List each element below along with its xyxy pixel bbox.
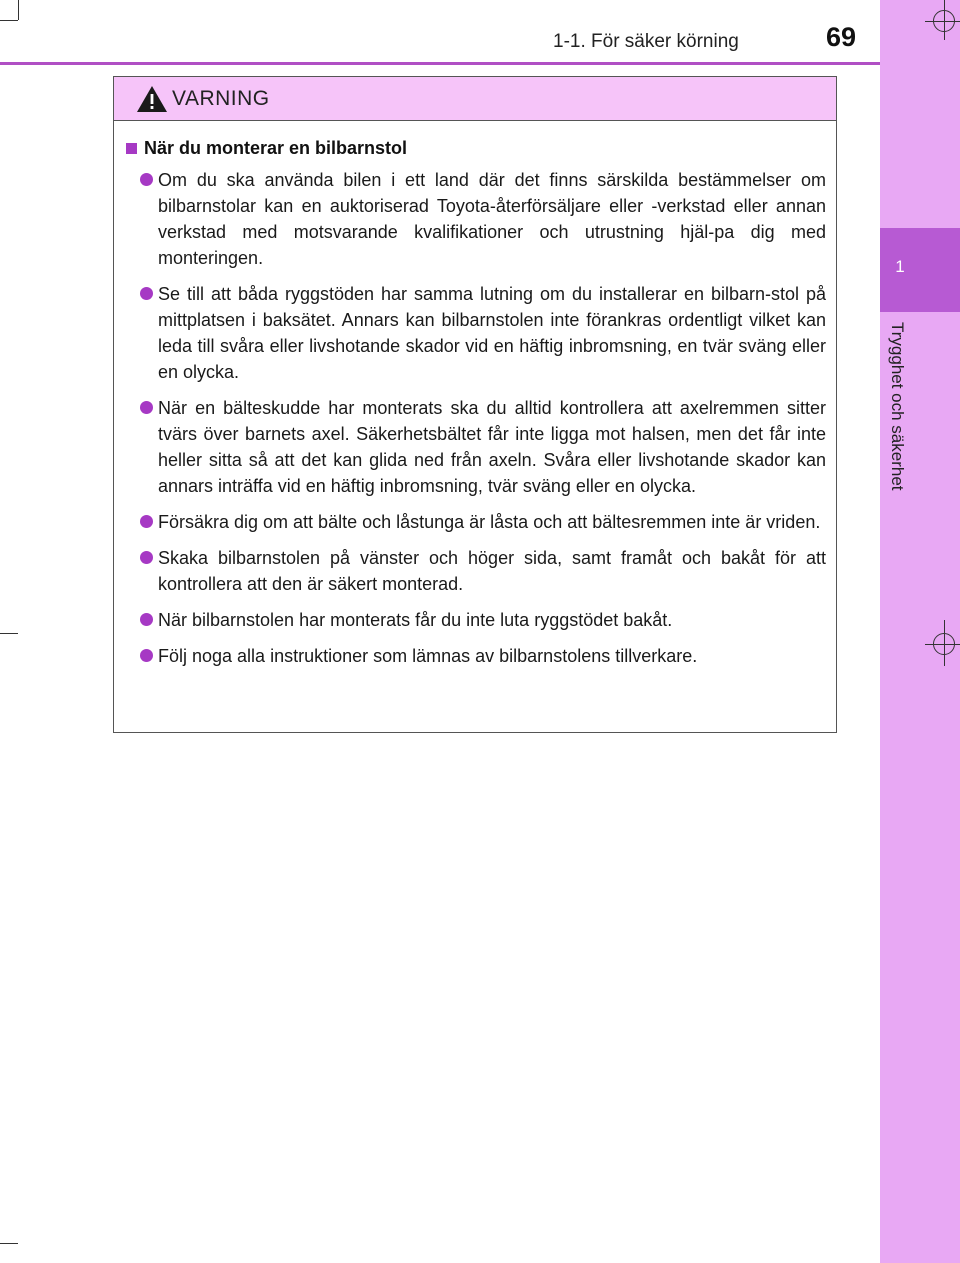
warning-triangle-icon (136, 85, 168, 113)
crop-mark (925, 21, 960, 22)
list-item-text: Skaka bilbarnstolen på vänster och höger sida, samt framåt och bakåt för att kontrollera att den är säkert monterad. (158, 548, 826, 594)
warning-body (114, 121, 836, 669)
warning-title: VARNING (172, 87, 270, 110)
crop-mark (18, 0, 19, 20)
list-item (126, 167, 826, 271)
round-bullet-icon (140, 649, 153, 662)
round-bullet-icon (140, 287, 153, 300)
round-bullet-icon (140, 401, 153, 414)
warning-header (114, 77, 836, 121)
page-number: 69 (825, 22, 857, 52)
sidebar-tab (880, 0, 960, 1263)
list-item-text: Försäkra dig om att bälte och låstunga är låsta och att bältesremmen inte är vriden. (158, 512, 821, 532)
crop-mark (925, 644, 960, 645)
crop-mark (944, 0, 945, 40)
round-bullet-icon (140, 551, 153, 564)
list-item-text: Se till att båda ryggstöden har samma lutning om du installerar en bilbarn-stol på mittplatsen i baksätet. Annars kan bilbarnstolen inte förankras ordentligt vilket kan leda till svåra eller livshotande skador vid en häftig inbromsning, en tvär sväng eller en olycka. (158, 284, 826, 382)
list-item (126, 643, 826, 669)
round-bullet-icon (140, 613, 153, 626)
list-item (126, 281, 826, 385)
sidebar-chapter-number: 1 (895, 257, 905, 276)
subheading (126, 138, 826, 159)
warning-box (113, 76, 837, 733)
list-item-text: När bilbarnstolen har monterats får du inte luta ryggstödet bakåt. (158, 610, 673, 630)
crop-mark (944, 620, 945, 666)
list-item-text: Följ noga alla instruktioner som lämnas av bilbarnstolens tillverkare. (158, 646, 698, 666)
crop-mark (0, 20, 18, 21)
round-bullet-icon (140, 515, 153, 528)
list-item (126, 509, 826, 535)
list-item (126, 545, 826, 597)
section-title: 1-1. För säker körning (553, 31, 739, 52)
list-item (126, 395, 826, 499)
sidebar-chapter-title: Trygghet och säkerhet (888, 322, 907, 491)
list-item (126, 607, 826, 633)
header-rule (0, 62, 880, 65)
subheading-text: När du monterar en bilbarnstol (144, 138, 408, 158)
round-bullet-icon (140, 173, 153, 186)
square-bullet-icon (126, 143, 137, 154)
crop-mark (0, 633, 18, 634)
crop-mark (0, 1243, 18, 1244)
list-item-text: När en bälteskudde har monterats ska du alltid kontrollera att axelremmen sitter tvärs över barnets axel. Säkerhetsbältet får inte ligga mot halsen, men det får inte heller sitta så att det kan glida ned från axeln. Svåra eller livshotande skador kan annars inträffa vid en häftig inbromsning, tvär sväng eller en olycka. (158, 398, 826, 496)
list-item-text: Om du ska använda bilen i ett land där det finns särskilda bestämmelser om bilbarnstolar kan en auktoriserad Toyota-återförsäljare eller -verkstad eller annan verkstad med motsvarande kvalifikationer och utrustning hjäl-pa dig med monteringen. (158, 170, 826, 268)
